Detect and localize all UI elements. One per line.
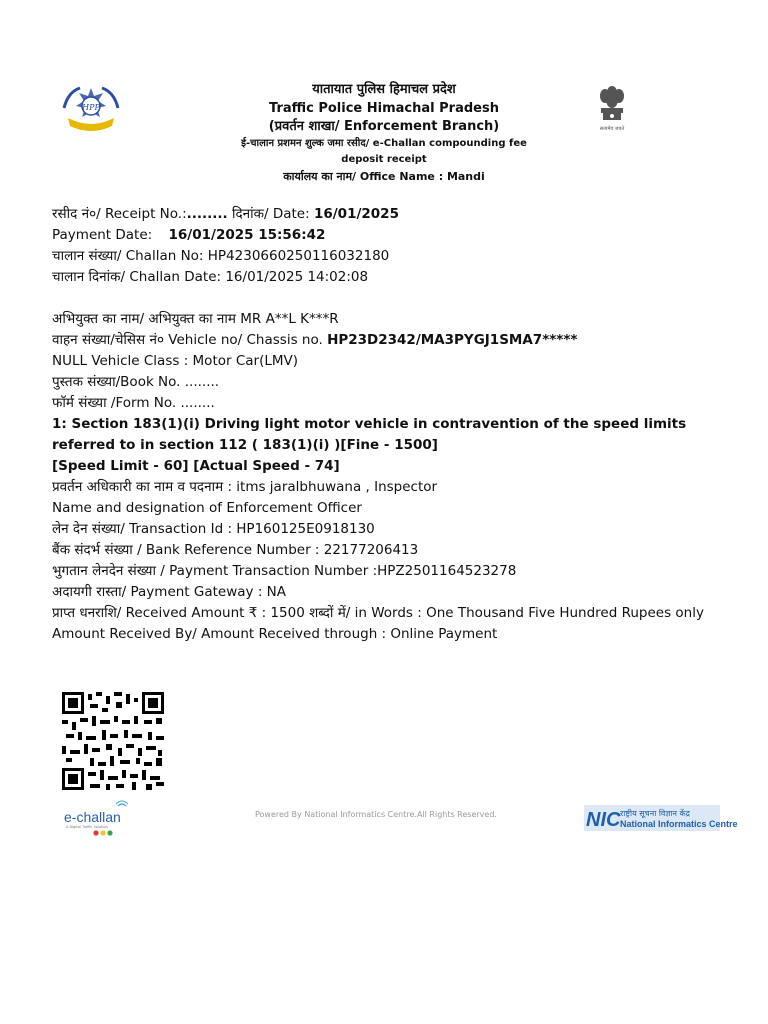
date-label: दिनांक/ Date: [231, 206, 310, 222]
speed-details: [Speed Limit - 60] [Actual Speed - 74] [52, 458, 340, 474]
book-no: पुस्तक संख्या/Book No. ........ [52, 374, 220, 390]
payment-transaction-number: भुगतान लेनदेन संख्या / Payment Transaction Number :HPZ2501164523278 [52, 563, 517, 579]
payment-date-value: 16/01/2025 15:56:42 [168, 227, 326, 243]
echallan-tagline: A Digital Traffic Solution [66, 825, 108, 829]
vehicle-class: NULL Vehicle Class : Motor Car(LMV) [52, 353, 299, 369]
form-no: फॉर्म संख्या /Form No. ........ [52, 395, 215, 411]
vehicle-row [52, 330, 732, 351]
receipt-no-label: रसीद नं०/ Receipt No.: [52, 206, 187, 222]
payment-date-row [52, 225, 732, 246]
enforcement-officer: प्रवर्तन अधिकारी का नाम व पदनाम : itms jaralbhuwana , Inspector [52, 479, 438, 495]
receipt-header [0, 80, 768, 186]
transaction-id: लेन देन संख्या/ Transaction Id : HP160125E0918130 [52, 521, 375, 537]
title-hindi: यातायात पुलिस हिमाचल प्रदेश [312, 82, 456, 97]
receipt-details [52, 204, 732, 645]
received-amount: प्राप्त धनराशि/ Received Amount ₹ : 1500 शब्दों में/ in Words : One Thousand Five Hundred Rupees only [52, 605, 704, 621]
nic-english-text: National Informatics Centre [620, 819, 738, 829]
nic-hindi-text: राष्ट्रीय सूचना विज्ञान केंद्र [620, 809, 690, 818]
vehicle-label: वाहन संख्या/चेसिस नं० Vehicle no/ Chassis no. [52, 332, 323, 348]
challan-date: चालान दिनांक/ Challan Date: 16/01/2025 14:02:08 [52, 269, 369, 285]
nic-logo [584, 805, 738, 831]
branch-title: (प्रवर्तन शाखा/ Enforcement Branch) [268, 119, 500, 134]
emblem-caption: सत्यमेव जयते [599, 126, 625, 132]
echallan-logo [62, 802, 134, 838]
bank-reference: बैंक संदर्भ संख्या / Bank Reference Number : 22177206413 [52, 542, 419, 558]
payment-date-label: Payment Date: [52, 227, 153, 243]
receipt-no-value: ........ [186, 206, 228, 222]
accused-name: अभियुक्त का नाम/ अभियुक्त का नाम MR A**L K***R [52, 311, 339, 327]
powered-by-note: Powered By National Informatics Centre.All Rights Reserved. [255, 810, 497, 819]
payment-gateway: अदायगी रास्ता/ Payment Gateway : NA [52, 584, 286, 600]
offence-description: 1: Section 183(1)(i) Driving light motor vehicle in contravention of the speed limits referred to in section 112 ( 183(1)(i) )[Fine - 1500] [52, 416, 687, 453]
office-name: कार्यालय का नाम/ Office Name : Mandi [283, 170, 485, 183]
receipt-title-line2: deposit receipt [341, 154, 427, 165]
amount-received-by: Amount Received By/ Amount Received through : Online Payment [52, 626, 498, 642]
officer-english-label: Name and designation of Enforcement Officer [52, 500, 362, 516]
receipt-title: ई-चालान प्रशमन शुल्क जमा रसीद/ e-Challan compounding fee [241, 138, 527, 149]
echallan-logo-text: e-challan [64, 809, 121, 825]
qr-code[interactable] [62, 692, 164, 790]
nic-short-text: NIC [586, 809, 621, 831]
title-english: Traffic Police Himachal Pradesh [269, 101, 499, 116]
vehicle-value: HP23D2342/MA3PYGJ1SMA7***** [327, 332, 578, 348]
receipt-no-row [52, 204, 732, 225]
challan-no: चालान संख्या/ Challan No: HP4230660250116032180 [52, 248, 390, 264]
logo-letters: HPP [82, 103, 100, 112]
date-value: 16/01/2025 [313, 206, 399, 222]
